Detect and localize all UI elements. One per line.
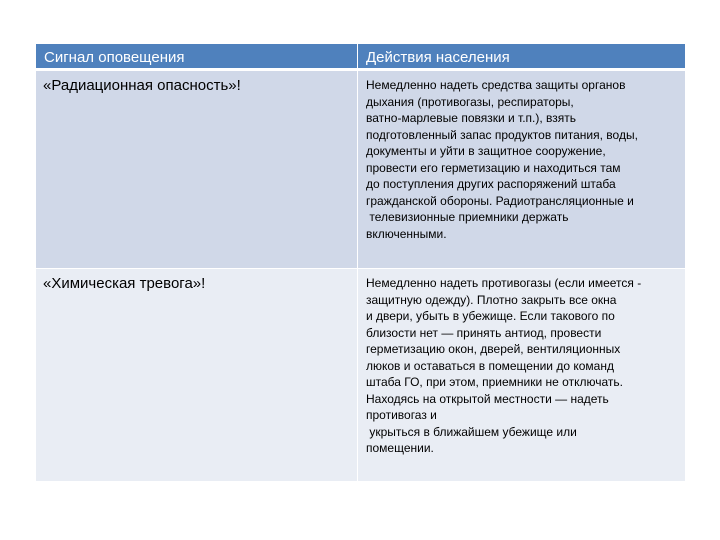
action-line: ватно-марлевые повязки и т.п.), взять [366,111,577,125]
action-line: и двери, убыть в убежище. Если такового по [366,309,615,323]
action-line: противогаз и [366,408,437,422]
header-signal: Сигнал оповещения [36,44,358,71]
signals-table [36,44,685,482]
action-line: провести его герметизацию и находиться там [366,160,621,175]
action-line: защитную одежду). Плотно закрыть все окна [366,292,617,307]
action-line: герметизацию окон, дверей, вентиляционных [366,342,621,356]
header-actions: Действия населения [358,44,685,71]
action-line: Немедленно надеть противогазы (если имеется - [366,276,642,290]
action-line: Находясь на открытой местности — надеть [366,391,609,406]
action-line: помещении. [366,441,434,455]
action-line: включенными. [366,226,447,241]
action-line: Немедленно надеть средства защиты органов [366,78,626,92]
action-line: укрыться в ближайшем убежище или [366,424,577,439]
action-line: гражданской обороны. Радиотрансляционные и [366,193,634,208]
action-line: дыхания (противогазы, респираторы, [366,94,574,109]
action-line: телевизионные приемники держать [366,210,569,224]
action-line: документы и уйти в защитное сооружение, [366,144,606,158]
action-line: люков и оставаться в помещении до команд [366,358,614,373]
row-radiation-signal: «Радиационная опасность»! [36,71,358,269]
action-line: штаба ГО, при этом, приемники не отключать. [366,375,623,389]
action-line: подготовленный запас продуктов питания, воды, [366,127,638,142]
row-chemical-actions [358,269,685,482]
row-chemical-signal: «Химическая тревога»! [36,269,358,482]
action-line: до поступления других распоряжений штаба [366,177,616,191]
action-line: близости нет — принять антиод, провести [366,325,602,340]
row-radiation-actions [358,71,685,269]
